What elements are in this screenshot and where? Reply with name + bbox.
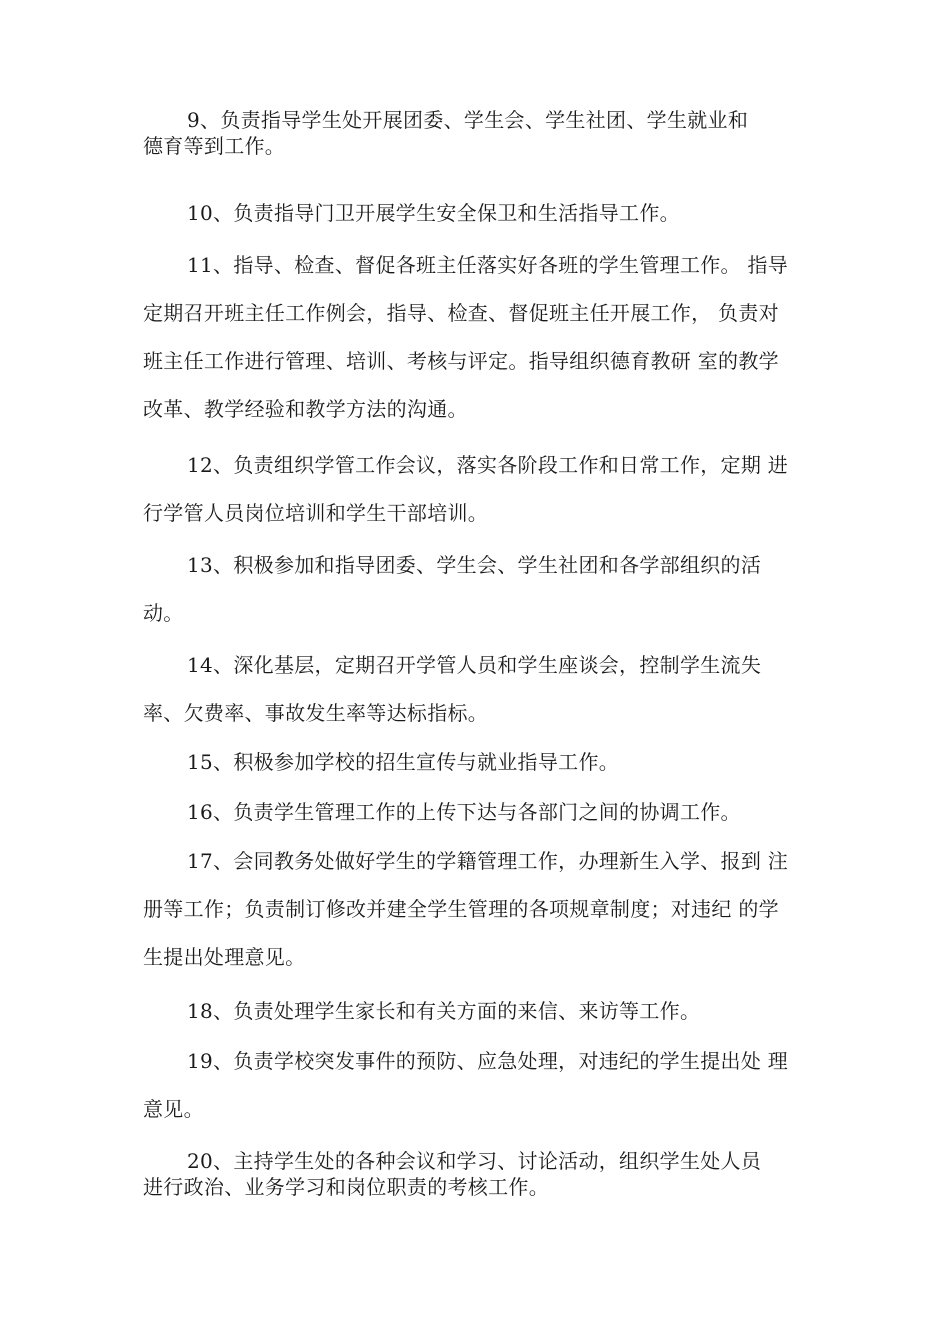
- paragraph-item-10: [143, 189, 819, 237]
- paragraph-item-11: [143, 241, 819, 433]
- paragraph-line: 14、深化基层，定期召开学管人员和学生座谈会，控制学生流失: [187, 653, 762, 677]
- paragraph-line: 12、负责组织学管工作会议，落实各阶段工作和日常工作，定期 进: [187, 453, 789, 477]
- paragraph-item-16: [143, 788, 819, 836]
- paragraph-line: 16、负责学生管理工作的上传下达与各部门之间的协调工作。: [187, 800, 741, 824]
- paragraph-item-18: [143, 987, 819, 1035]
- paragraph-line: 动。: [143, 601, 184, 625]
- paragraph-line: 改革、教学经验和教学方法的沟通。: [143, 397, 468, 421]
- paragraph-line: 17、会同教务处做好学生的学籍管理工作，办理新生入学、报到 注: [187, 849, 789, 873]
- paragraph-line: 20、主持学生处的各种会议和学习、讨论活动，组织学生处人员: [187, 1149, 762, 1173]
- paragraph-item-19: [143, 1037, 819, 1133]
- paragraph-item-14: [143, 641, 819, 737]
- paragraph-line: 定期召开班主任工作例会，指导、检查、督促班主任开展工作， 负责对: [143, 301, 779, 325]
- paragraph-line: 19、负责学校突发事件的预防、应急处理，对违纪的学生提出处 理: [187, 1049, 789, 1073]
- paragraph-line: 10、负责指导门卫开展学生安全保卫和生活指导工作。: [187, 201, 680, 225]
- paragraph-line: 15、积极参加学校的招生宣传与就业指导工作。: [187, 750, 620, 774]
- paragraph-line: 9、负责指导学生处开展团委、学生会、学生社团、学生就业和: [187, 108, 749, 132]
- paragraph-line: 生提出处理意见。: [143, 945, 306, 969]
- paragraph-line: 册等工作；负责制订修改并建全学生管理的各项规章制度；对违纪 的学: [143, 897, 779, 921]
- paragraph-item-15: [143, 738, 819, 786]
- paragraph-line: 德育等到工作。: [143, 134, 286, 158]
- paragraph-line: 11、指导、检查、督促各班主任落实好各班的学生管理工作。 指导: [187, 253, 789, 277]
- paragraph-line: 行学管人员岗位培训和学生干部培训。: [143, 501, 489, 525]
- paragraph-line: 意见。: [143, 1097, 204, 1121]
- paragraph-line: 班主任工作进行管理、培训、考核与评定。指导组织德育教研 室的教学: [143, 349, 779, 373]
- paragraph-line: 进行政治、业务学习和岗位职责的考核工作。: [143, 1175, 549, 1199]
- paragraph-item-13: [143, 541, 819, 637]
- paragraph-item-20: [143, 1148, 819, 1200]
- paragraph-line: 13、积极参加和指导团委、学生会、学生社团和各学部组织的活: [187, 553, 762, 577]
- paragraph-item-9: [143, 107, 819, 159]
- paragraph-line: 18、负责处理学生家长和有关方面的来信、来访等工作。: [187, 999, 701, 1023]
- paragraph-item-12: [143, 441, 819, 537]
- paragraph-item-17: [143, 837, 819, 981]
- paragraph-line: 率、欠费率、事故发生率等达标指标。: [143, 701, 489, 725]
